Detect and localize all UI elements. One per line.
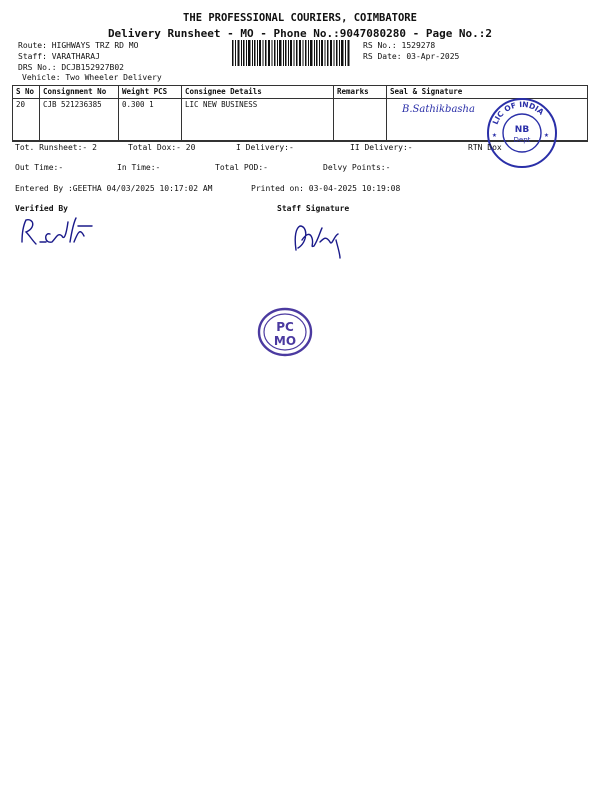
tot-runsheet: Tot. Runsheet:- 2 (15, 143, 97, 152)
col-consignment: Consignment No (40, 86, 119, 99)
col-sno: S No (13, 86, 40, 99)
star-icon: ★ (544, 130, 549, 139)
route-text: Route: HIGHWAYS TRZ RD MO (18, 41, 139, 50)
staff-signature (290, 222, 354, 262)
entered-by: Entered By :GEETHA 04/03/2025 10:17:02 AM (15, 184, 213, 193)
rs-no-text: RS No.: 1529278 (363, 41, 436, 50)
lic-stamp-dept: Dept (513, 136, 531, 144)
lic-stamp-nb: NB (514, 125, 530, 135)
printed-on: Printed on: 03-04-2025 10:19:08 (251, 184, 401, 193)
cell-consignment: CJB 521236385 (40, 99, 119, 142)
barcode-image (232, 40, 350, 66)
out-time: Out Time:- (15, 163, 64, 172)
rs-date-text: RS Date: 03-Apr-2025 (363, 52, 460, 61)
company-title: THE PROFESSIONAL COURIERS, COIMBATORE (183, 12, 417, 24)
total-pod: Total POD:- (215, 163, 268, 172)
pc-stamp-bottom: MO (273, 334, 297, 348)
cell-consignee: LIC NEW BUSINESS (182, 99, 334, 142)
cell-weight-pcs: 0.300 1 (119, 99, 182, 142)
drs-no-text: DRS No.: DCJB152927B02 (18, 63, 124, 72)
col-weight-pcs: Weight PCS (119, 86, 182, 99)
staff-signature-label: Staff Signature (277, 204, 350, 213)
runsheet-subtitle: Delivery Runsheet - MO - Phone No.:9047080280 - Page No.:2 (107, 27, 493, 40)
total-dox: Total Dox:- 20 (128, 143, 196, 152)
col-consignee: Consignee Details (182, 86, 334, 99)
col-seal-signature: Seal & Signature (387, 86, 588, 99)
cell-sno: 20 (13, 99, 40, 142)
pc-mo-stamp (256, 306, 314, 358)
i-delivery: I Delivery:- (236, 143, 294, 152)
verified-by-label: Verified By (15, 204, 68, 213)
col-remarks: Remarks (334, 86, 387, 99)
verified-signature (16, 212, 102, 252)
vehicle-text: Vehicle: Two Wheeler Delivery (22, 73, 162, 82)
delvy-points: Delvy Points:- (323, 163, 391, 172)
star-icon: ★ (492, 130, 497, 139)
rtn-dox: RTN Dox (468, 143, 502, 152)
receiver-signature: B.Sathikbasha (402, 104, 475, 115)
staff-text: Staff: VARATHARAJ (18, 52, 100, 61)
ii-delivery: II Delivery:- (350, 143, 413, 152)
cell-remarks (334, 99, 387, 142)
pc-stamp-top: PC (276, 320, 294, 334)
in-time: In Time:- (117, 163, 161, 172)
lic-stamp (484, 95, 560, 171)
lic-stamp-arc: LIC OF INDIA (490, 99, 546, 126)
